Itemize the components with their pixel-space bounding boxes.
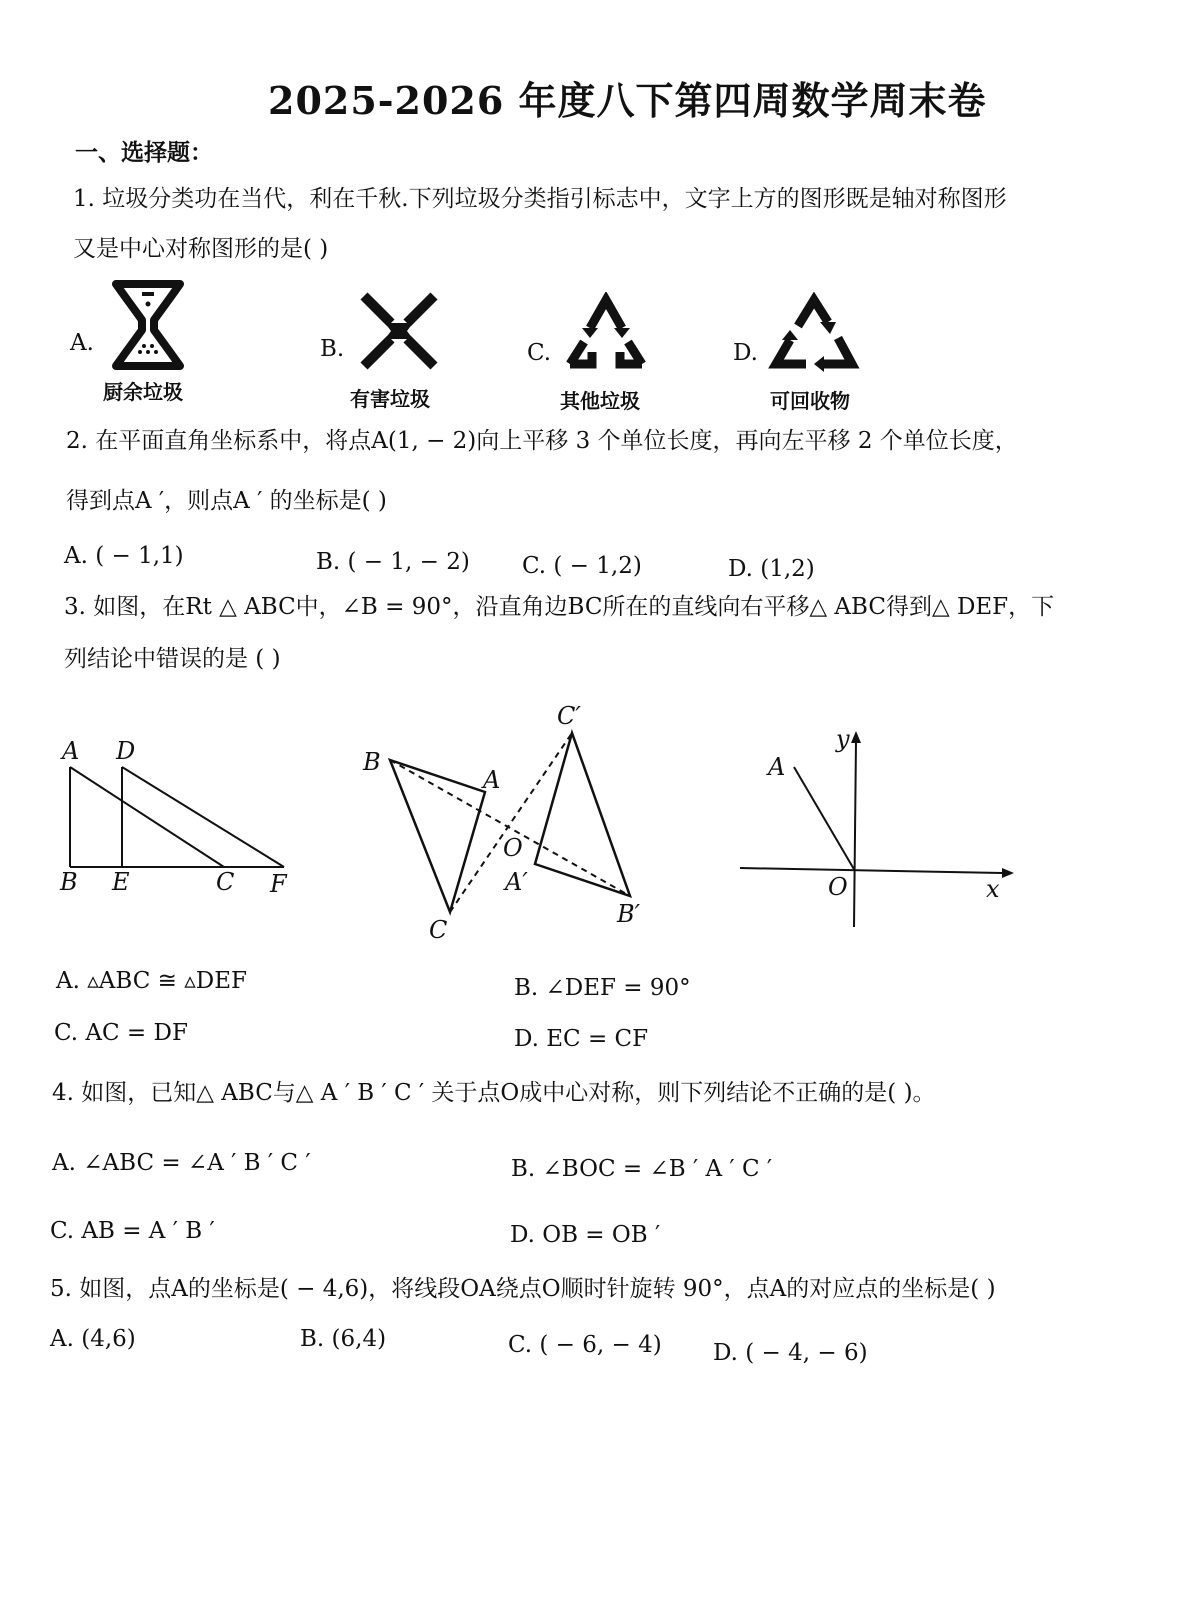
label-o: O [503,834,523,862]
label-c: C [216,868,235,896]
q4-option-c: C. AB = A ′ B ′ [50,1218,215,1244]
question-4-line1: 4. 如图，已知△ ABC与△ A ′ B ′ C ′ 关于点O成中心对称，则下列结论不正确的是( )。 [52,1080,936,1106]
label-a: A [768,753,786,781]
label-c2: C′ [557,702,581,730]
q3-option-b: B. ∠DEF = 90° [514,975,691,1001]
label-x: x [986,875,1000,903]
q4-option-b: B. ∠BOC = ∠B ′ A ′ C ′ [511,1156,773,1182]
label-b2: B′ [617,900,641,928]
page-title: 2025-2026 年度八下第四周数学周末卷 [268,78,987,123]
label-a: A [62,737,80,765]
q2-option-a: A. ( − 1,1) [64,543,184,569]
label-a2: A′ [505,868,528,896]
q3-option-d: D. EC = CF [514,1026,649,1052]
label-e: E [112,868,130,896]
q1-option-a-caption: 厨余垃圾 [103,380,183,404]
label-f: F [270,870,287,898]
segment-oa [794,767,855,871]
label-b: B [60,868,78,896]
q5-option-a: A. (4,6) [50,1326,136,1352]
figure-coordinate-axes [730,725,1020,935]
q3-option-c: C. AC = DF [54,1020,188,1046]
figure-central-symmetry [355,700,655,950]
cross-arrows-icon [358,290,440,372]
hourglass-icon [112,280,184,370]
label-a: A [483,766,501,794]
x-axis [740,868,1002,873]
q5-option-c: C. ( − 6, − 4) [508,1332,662,1358]
q1-option-b-caption: 有害垃圾 [350,387,430,411]
q2-option-c: C. ( − 1,2) [522,553,642,579]
q1-option-a-letter: A. [70,330,94,356]
section-heading: 一、选择题： [75,139,213,166]
triangle-a2b2c2 [535,733,630,896]
question-2-line1: 2. 在平面直角坐标系中，将点A(1, − 2)向上平移 3 个单位长度，再向左平移 2 个单位长度， [66,428,1018,454]
label-c: C [429,916,448,944]
figure-translation [50,735,300,905]
question-3-line2: 列结论中错误的是 ( ) [64,646,281,672]
label-d: D [116,737,136,765]
q1-option-d-caption: 可回收物 [770,389,850,413]
question-2-line2: 得到点A ′，则点A ′ 的坐标是( ) [66,488,387,514]
triangle-abc [390,760,485,912]
question-3-line1: 3. 如图，在Rt △ ABC中，∠B = 90°，沿直角边BC所在的直线向右平移△ ABC得到△ DEF，下 [64,594,1055,620]
q1-option-c-letter: C. [527,340,552,366]
y-axis [854,741,856,927]
q2-option-d: D. (1,2) [728,556,815,582]
question-5-line1: 5. 如图，点A的坐标是( − 4,6)，将线段OA绕点O顺时针旋转 90°，点A的对应点的坐标是( ) [50,1276,996,1302]
question-1-line2: 又是中心对称图形的是( ) [73,236,329,262]
label-b: B [363,748,381,776]
q1-option-b-letter: B. [320,336,345,362]
label-y: y [836,725,850,753]
q3-option-a: A. ▵ABC ≅ ▵DEF [56,968,247,994]
triangle-arrows-icon [562,292,650,374]
label-o: O [828,873,848,901]
q1-option-c-caption: 其他垃圾 [560,389,640,413]
q5-option-b: B. (6,4) [300,1326,387,1352]
recycle-icon [768,292,860,374]
q4-option-a: A. ∠ABC = ∠A ′ B ′ C ′ [52,1150,311,1176]
q2-option-b: B. ( − 1, − 2) [316,549,470,575]
question-1-line1: 1. 垃圾分类功在当代，利在千秋.下列垃圾分类指引标志中，文字上方的图形既是轴对称图形 [73,186,1007,212]
q4-option-d: D. OB = OB ′ [510,1222,661,1248]
q5-option-d: D. ( − 4, − 6) [713,1340,868,1366]
q1-option-d-letter: D. [733,340,758,366]
